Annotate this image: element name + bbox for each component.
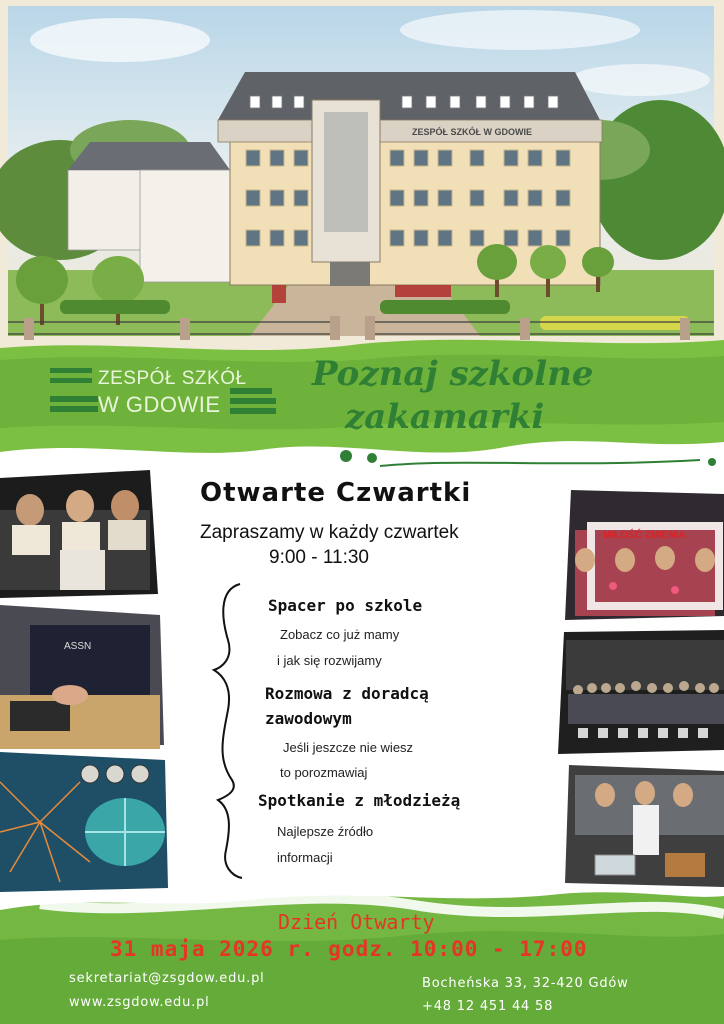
photo-electronics-workshop (0, 605, 165, 750)
svg-text:ASSN: ASSN (64, 641, 92, 652)
contact-email[interactable]: sekretariat@zsgdow.edu.pl (69, 971, 265, 986)
section-3-line-2: informacji (277, 850, 333, 865)
headline-line-2: zakamarki (345, 397, 545, 437)
invite-text: Zapraszamy w każdy czwartek (200, 522, 459, 543)
section-2-title-line-1: Rozmowa z doradcą (265, 684, 429, 703)
photo-chemistry-lab (565, 765, 724, 890)
facade-sign: ZESPÓŁ SZKÓŁ W GDOWIE (412, 127, 532, 137)
section-2-line-2: to porozmawiaj (280, 765, 368, 780)
section-1-title: Spacer po szkole (268, 596, 423, 615)
hours-text: 9:00 - 11:30 (269, 547, 370, 568)
school-building-illustration (0, 0, 724, 360)
contact-address: Bocheńska 33, 32-420 Gdów (422, 976, 629, 991)
section-1-line-2: i jak się rozwijamy (277, 653, 382, 668)
open-day-date: 31 maja 2026 r. godz. 10:00 - 17:00 (110, 937, 588, 961)
section-1-line-1: Zobacz co już mamy (280, 627, 400, 642)
logo-line-2: W GDOWIE (98, 392, 221, 417)
photo-globe-clocks (0, 752, 170, 892)
section-2-title-line-2: zawodowym (265, 709, 352, 728)
photo-students-group-banner (565, 490, 724, 620)
headline-line-1: Poznaj szkolne (312, 354, 594, 394)
contact-website[interactable]: www.zsgdow.edu.pl (69, 995, 210, 1010)
section-3-line-1: Najlepsze źródło (277, 824, 374, 839)
photo-students-hall (558, 630, 724, 755)
contact-phone: +48 12 451 44 58 (422, 999, 554, 1014)
main-heading: Otwarte Czwartki (200, 478, 472, 508)
section-2-line-1: Jeśli jeszcze nie wiesz (283, 740, 414, 755)
curly-brace (210, 580, 250, 880)
section-3-title: Spotkanie z młodzieżą (258, 791, 461, 810)
banner-text: MIŁOŚĆ ZMIENIA (603, 530, 686, 541)
open-day-title: Dzień Otwarty (278, 910, 435, 934)
photo-students-reading (0, 470, 160, 600)
logo-line-1: ZESPÓŁ SZKÓŁ (98, 368, 247, 389)
